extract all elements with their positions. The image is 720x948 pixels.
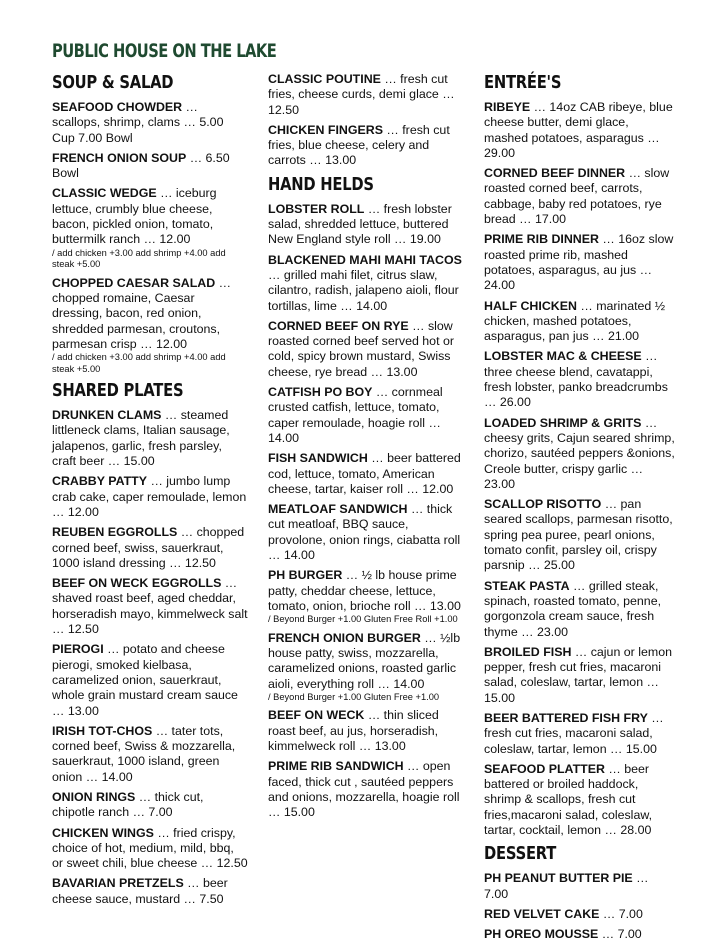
menu-item-name: PRIME RIB DINNER — [484, 232, 599, 247]
menu-section — [52, 380, 248, 907]
menu-item-description: … 14oz CAB ribeye, blue cheese butter, demi glace, mashed potatoes, asparagus … 29.00 — [484, 100, 673, 160]
menu-item — [484, 579, 676, 640]
menu-item — [52, 876, 248, 907]
menu-item-description: … shaved roast beef, aged cheddar, horseradish mayo, kimmelweck salt … 12.50 — [52, 576, 248, 637]
menu-item-description: … 16oz slow roasted prime rib, mashed potatoes, asparagus, au jus … 24.00 — [484, 232, 674, 293]
menu-item-description: … ½ lb house prime patty, cheddar cheese, lettuce, tomato, onion, brioche roll … 13.00 — [268, 568, 461, 613]
menu-item — [268, 759, 464, 820]
menu-item — [268, 72, 464, 118]
menu-item-name: LOBSTER MAC & CHEESE — [484, 349, 642, 364]
menu-item-addon-note: / add chicken +3.00 add shrimp +4.00 add steak +5.00 — [52, 247, 226, 270]
menu-item-name: CLASSIC WEDGE — [52, 186, 157, 201]
menu-item-addon-note: / Beyond Burger +1.00 Gluten Free Roll +1.00 — [268, 614, 458, 625]
menu-item-name: FRENCH ONION SOUP — [52, 150, 187, 165]
menu-item-name: DRUNKEN CLAMS — [52, 408, 162, 423]
menu-item-description: … three cheese blend, cavatappi, fresh lobster, panko breadcrumbs … 26.00 — [484, 349, 668, 410]
menu-item-description: … 6.50 Bowl — [52, 150, 230, 181]
menu-item-description: … fresh cut fries, blue cheese, celery and carrots … 13.00 — [268, 122, 450, 168]
menu-item-name: LOADED SHRIMP & GRITS — [484, 415, 642, 430]
menu-item-description: … 7.00 — [484, 871, 649, 901]
menu-item-description: … beer battered cod, lettuce, tomato, American cheese, tartar, kaiser roll … 12.00 — [268, 451, 461, 496]
menu-item-name: CHICKEN FINGERS — [268, 122, 383, 137]
menu-item — [52, 408, 248, 469]
menu-item-name: BLACKENED MAHI MAHI TACOS — [268, 252, 462, 267]
menu-item — [268, 708, 464, 754]
menu-item-name: MEATLOAF SANDWICH — [268, 502, 408, 517]
menu-item-name: PH BURGER — [268, 568, 343, 583]
menu-item-addon-note: / add chicken +3.00 add shrimp +4.00 add steak +5.00 — [52, 352, 226, 374]
menu-item-description: … jumbo lump crab cake, caper remoulade, lemon … 12.00 — [52, 474, 247, 519]
menu-item-description: … cheesy grits, Cajun seared shrimp, chorizo, sautéed peppers &onions, Creole butter, crispy garlic … 23.00 — [484, 415, 675, 491]
menu-item-name: FISH SANDWICH — [268, 451, 368, 466]
menu-item-name: CLASSIC POUTINE — [268, 72, 381, 86]
menu-item-name: LOBSTER ROLL — [268, 201, 365, 216]
menu-item-name: REUBEN EGGROLLS — [52, 525, 178, 540]
menu-item-name: CORNED BEEF ON RYE — [268, 318, 409, 333]
menu-item — [268, 568, 464, 625]
menu-item-description: … iceburg lettuce, crumbly blue cheese, bacon, pickled onion, tomato, buttermilk ranch … 12.00 — [52, 186, 217, 247]
menu-item — [52, 642, 248, 718]
menu-section — [52, 72, 248, 375]
menu-item-name: PH OREO MOUSSE — [484, 927, 599, 942]
menu-item-name: SEAFOOD CHOWDER — [52, 100, 183, 114]
menu-item-name: CHOPPED CAESAR SALAD — [52, 275, 216, 290]
menu-item — [484, 645, 676, 706]
menu-item-name: ONION RINGS — [52, 789, 136, 804]
menu-item — [484, 100, 676, 161]
page-title: PUBLIC HOUSE ON THE LAKE — [52, 40, 277, 62]
menu-item-name: HALF CHICKEN — [484, 298, 577, 313]
menu-section — [268, 174, 464, 821]
menu-item-description: … fresh cut fries, cheese curds, demi glace … 12.50 — [268, 72, 455, 117]
section-heading: DESSERT — [484, 843, 557, 865]
menu-item — [268, 631, 464, 704]
section-heading: HAND HELDS — [268, 173, 374, 195]
menu-item-name: STEAK PASTA — [484, 578, 570, 593]
menu-item — [52, 276, 248, 375]
menu-item — [268, 253, 464, 314]
menu-item — [484, 232, 676, 293]
menu-item-name: CRABBY PATTY — [52, 474, 147, 489]
menu-item — [52, 790, 248, 821]
section-heading: SOUP & SALAD — [52, 72, 174, 93]
menu-item-description: … fried crispy, choice of hot, medium, mild, bbq, or sweet chili, blue cheese … 12.50 — [52, 825, 248, 871]
menu-item — [484, 299, 676, 345]
menu-item — [268, 451, 464, 497]
menu-item-name: BEEF ON WECK — [268, 708, 365, 723]
menu-section — [268, 72, 464, 169]
menu-section — [484, 843, 676, 942]
menu-item-description: … 7.00 — [598, 927, 642, 942]
menu-column-2 — [268, 72, 464, 825]
menu-item — [268, 202, 464, 248]
menu-item — [484, 762, 676, 838]
menu-item-name: RIBEYE — [484, 100, 531, 114]
menu-item — [268, 502, 464, 563]
menu-item-description: … grilled steak, spinach, roasted tomato, penne, gorgonzola cream sauce, fresh thyme … 23.00 — [484, 578, 662, 639]
menu-item-description: … slow roasted corned beef served hot or cold, spicy brown mustard, Swiss cheese, rye bread … 13.00 — [268, 318, 454, 379]
menu-item-name: BROILED FISH — [484, 644, 572, 659]
menu-item-name: SCALLOP RISOTTO — [484, 497, 602, 512]
menu-item — [484, 416, 676, 492]
menu-item — [268, 319, 464, 380]
menu-item-name: CATFISH PO BOY — [268, 385, 373, 400]
menu-item-description: … thick cut, chipotle ranch … 7.00 — [52, 789, 204, 820]
menu-item — [52, 151, 248, 182]
menu-item-description: … pan seared scallops, parmesan risotto, spring pea puree, pearl onions, tomato confit, parsley oil, crispy parsnip … 25.00 — [484, 497, 673, 573]
menu-item-description: … cajun or lemon pepper, fresh cut fries, macaroni salad, coleslaw, tartar, lemon … 15.00 — [484, 644, 672, 705]
menu-item — [52, 576, 248, 637]
menu-item-name: BEEF ON WECK EGGROLLS — [52, 576, 222, 591]
menu-item-name: BAVARIAN PRETZELS — [52, 876, 184, 891]
menu-item-description: … fresh cut fries, macaroni salad, coleslaw, tartar, lemon … 15.00 — [484, 710, 664, 756]
menu-section — [484, 72, 676, 838]
menu-item-description: … ½lb house patty, swiss, mozzarella, caramelized onions, roasted garlic aioli, everything roll … 14.00 — [268, 630, 461, 691]
menu-item-description: … scallops, shrimp, clams … 5.00 Cup 7.00 Bowl — [52, 100, 224, 145]
menu-item — [484, 497, 676, 573]
menu-item-description: … beer cheese sauce, mustard … 7.50 — [52, 876, 228, 906]
menu-item — [52, 186, 248, 270]
menu-item — [268, 123, 464, 169]
menu-column-3 — [484, 72, 676, 948]
menu-item — [52, 474, 248, 520]
menu-item — [268, 385, 464, 446]
menu-item-description: … thin sliced roast beef, au jus, horseradish, kimmelweck roll … 13.00 — [268, 708, 439, 753]
menu-item-name: FRENCH ONION BURGER — [268, 630, 421, 645]
menu-item-name: BEER BATTERED FISH FRY — [484, 710, 648, 725]
menu-item-name: PIEROGI — [52, 642, 104, 657]
menu-item — [52, 724, 248, 785]
menu-item-description: … thick cut meatloaf, BBQ sauce, provolone, onion rings, ciabatta roll … 14.00 — [268, 502, 461, 563]
menu-item-name: CHICKEN WINGS — [52, 825, 154, 840]
menu-item — [484, 349, 676, 410]
menu-item — [52, 525, 248, 571]
menu-item — [484, 166, 676, 227]
menu-item-addon-note: / Beyond Burger +1.00 Gluten Free +1.00 — [268, 691, 440, 702]
menu-item-name: PRIME RIB SANDWICH — [268, 759, 404, 774]
menu-item-description: … chopped corned beef, swiss, sauerkraut, 1000 island dressing … 12.50 — [52, 525, 245, 570]
menu-column-1 — [52, 72, 248, 912]
menu-item — [484, 927, 676, 942]
menu-item-description: … cornmeal crusted catfish, lettuce, tomato, caper remoulade, hoagie roll … 14.00 — [268, 385, 443, 445]
menu-item-description: … open faced, thick cut , sautéed peppers and onions, mozzarella, hoagie roll … 15.00 — [268, 759, 460, 820]
menu-item-description: … chopped romaine, Caesar dressing, bacon, red onion, shredded parmesan, croutons, parmesan crisp … 12.00 — [52, 275, 232, 351]
menu-item — [52, 100, 248, 146]
menu-item — [484, 871, 676, 902]
section-heading: ENTRÉE'S — [484, 72, 562, 93]
menu-item-description: … slow roasted corned beef, carrots, cabbage, baby red potatoes, rye bread … 17.00 — [484, 166, 670, 227]
section-heading: SHARED PLATES — [52, 380, 184, 402]
menu-item-name: IRISH TOT-CHOS — [52, 723, 153, 738]
menu-item — [484, 711, 676, 757]
menu-item-description: … marinated ½ chicken, mashed potatoes, asparagus, pan jus … 21.00 — [484, 298, 666, 344]
menu-item-name: RED VELVET CAKE — [484, 906, 600, 921]
menu-item-description: … grilled mahi filet, citrus slaw, cilantro, radish, jalapeno aioli, flour tortillas, lime … 14.00 — [268, 267, 459, 313]
menu-item-name: SEAFOOD PLATTER — [484, 761, 605, 776]
menu-item-description: … tater tots, corned beef, Swiss & mozzarella, sauerkraut, 1000 island, green onion … 14.00 — [52, 723, 236, 784]
menu-item — [52, 826, 248, 872]
menu-item-name: CORNED BEEF DINNER — [484, 166, 626, 181]
menu-item — [484, 907, 676, 922]
menu-item-description: … 7.00 — [599, 906, 643, 921]
menu-item-description: … steamed littleneck clams, Italian sausage, jalapenos, garlic, fresh parsley, craft beer … 15.00 — [52, 408, 230, 469]
menu-item-name: PH PEANUT BUTTER PIE — [484, 871, 633, 886]
menu-item-description: … beer battered or broiled haddock, shrimp & scallops, fresh cut fries,macaroni salad, coleslaw, tartar, cocktail, lemon … 28.00 — [484, 761, 653, 838]
menu-item-description: … potato and cheese pierogi, smoked kielbasa, caramelized onion, sauerkraut, whole grain mustard cream sauce … 13.00 — [52, 642, 238, 718]
menu-item-description: … fresh lobster salad, shredded lettuce, buttered New England style roll … 19.00 — [268, 201, 452, 247]
